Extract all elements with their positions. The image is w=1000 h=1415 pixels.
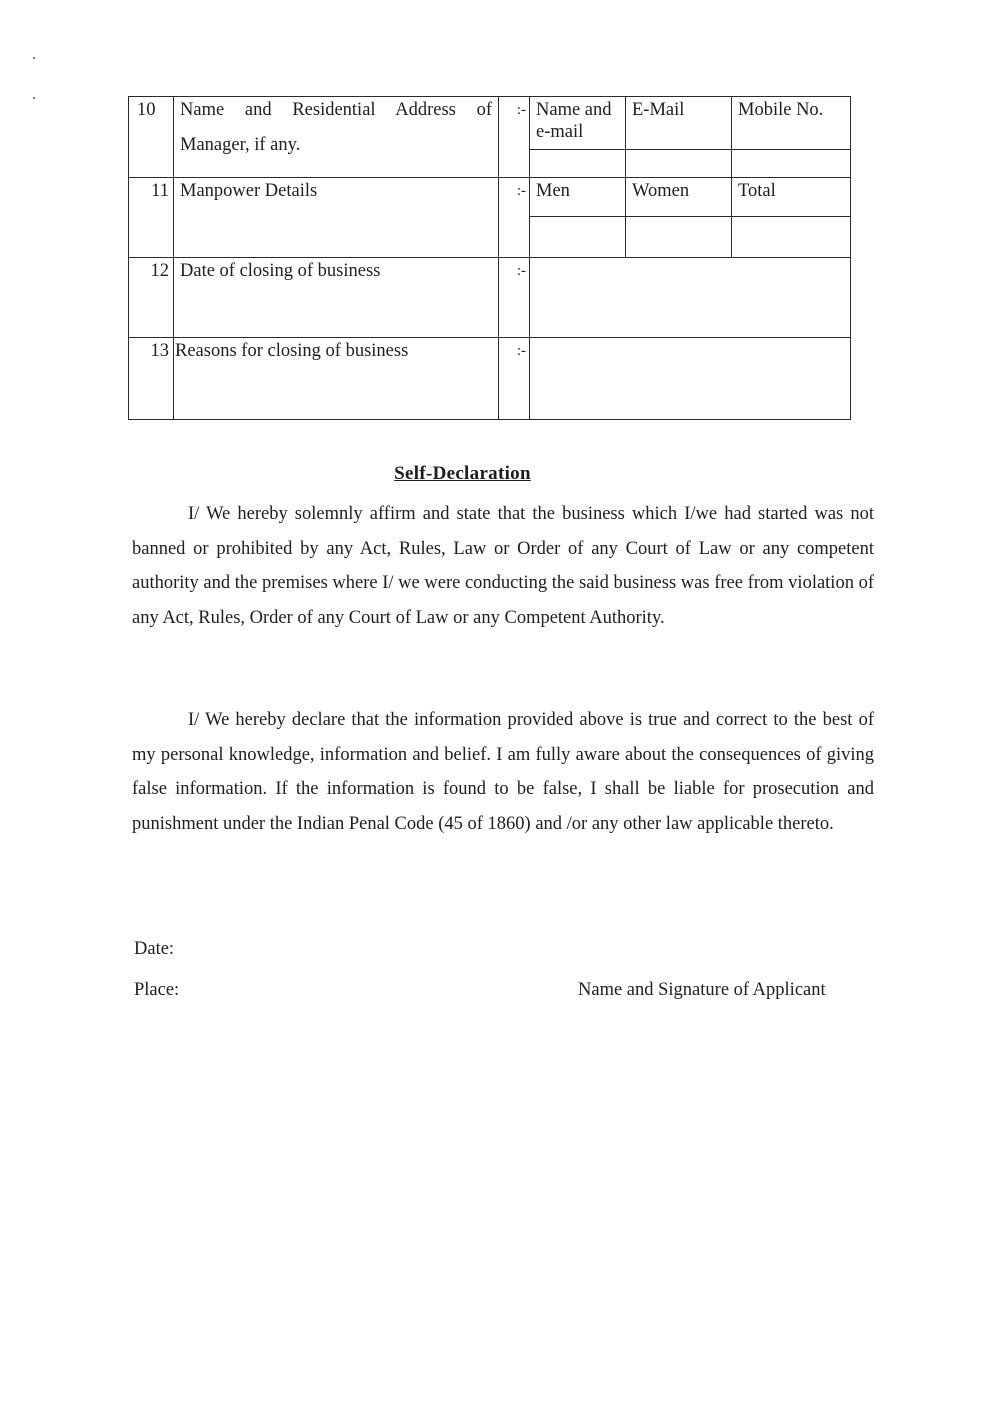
table-row-11 <box>129 178 851 217</box>
row-10-header-mobile: Mobile No. <box>732 97 851 150</box>
row-11-header-women: Women <box>626 178 732 217</box>
signature-label: Name and Signature of Applicant <box>578 980 826 1000</box>
row-11-header-total: Total <box>732 178 851 217</box>
row-11-label: Manpower Details <box>174 178 499 258</box>
declaration-title: Self-Declaration <box>394 463 531 484</box>
row-13-separator: :- <box>499 338 530 420</box>
row-12-separator: :- <box>499 258 530 338</box>
row-10-header-name-email: Name and e-mail <box>530 97 626 150</box>
table-row-13 <box>129 338 851 420</box>
row-13-label: Reasons for closing of business <box>174 338 499 420</box>
row-11-serial: 11 <box>129 178 174 258</box>
row-10-label <box>174 97 499 178</box>
declaration-paragraph-1 <box>132 497 874 635</box>
date-label: Date: <box>134 939 175 959</box>
row-10-label-line1: Name and Residential Address of <box>180 100 492 120</box>
row-10-header-email: E-Mail <box>626 97 732 150</box>
row-12-label: Date of closing of business <box>174 258 499 338</box>
row-10-separator: :- <box>499 97 530 178</box>
row-12-serial: 12 <box>129 258 174 338</box>
declaration-paragraph-2-text: I/ We hereby declare that the information provided above is true and correct to the best of my personal knowledge, information and belief. I am fully aware about the consequences of giving false information. If the information is found to be false, I shall be liable for prosecution and punishment under the Indian Penal Code (45 of 1860) and /or any other law applicable thereto. <box>132 710 874 834</box>
row-13-serial: 13 <box>129 338 174 420</box>
row-10-mobile-field <box>732 150 851 178</box>
row-10-serial: 10 <box>129 97 174 178</box>
row-10-label-line2: Manager, if any. <box>180 135 301 156</box>
scan-speck <box>33 97 35 99</box>
row-11-total-field <box>732 217 851 258</box>
row-11-header-men: Men <box>530 178 626 217</box>
row-13-value-field <box>530 338 851 420</box>
row-12-value-field <box>530 258 851 338</box>
place-label: Place: <box>134 980 180 1000</box>
row-10-name-email-field <box>530 150 626 178</box>
declaration-paragraph-2 <box>132 703 874 841</box>
row-11-men-field <box>530 217 626 258</box>
table-row-12 <box>129 258 851 338</box>
declaration-paragraph-1-text: I/ We hereby solemnly affirm and state that the business which I/we had started was not banned or prohibited by any Act, Rules, Law or Order of any Court of Law or any competent authority and the premises where I/ we were conducting the said business was free from violation of any Act, Rules, Order of any Court of Law or any Competent Authority. <box>132 504 874 628</box>
row-10-email-field <box>626 150 732 178</box>
table-row-10 <box>129 97 851 150</box>
details-table <box>128 96 851 420</box>
scan-speck <box>33 57 35 59</box>
row-11-separator: :- <box>499 178 530 258</box>
row-11-women-field <box>626 217 732 258</box>
